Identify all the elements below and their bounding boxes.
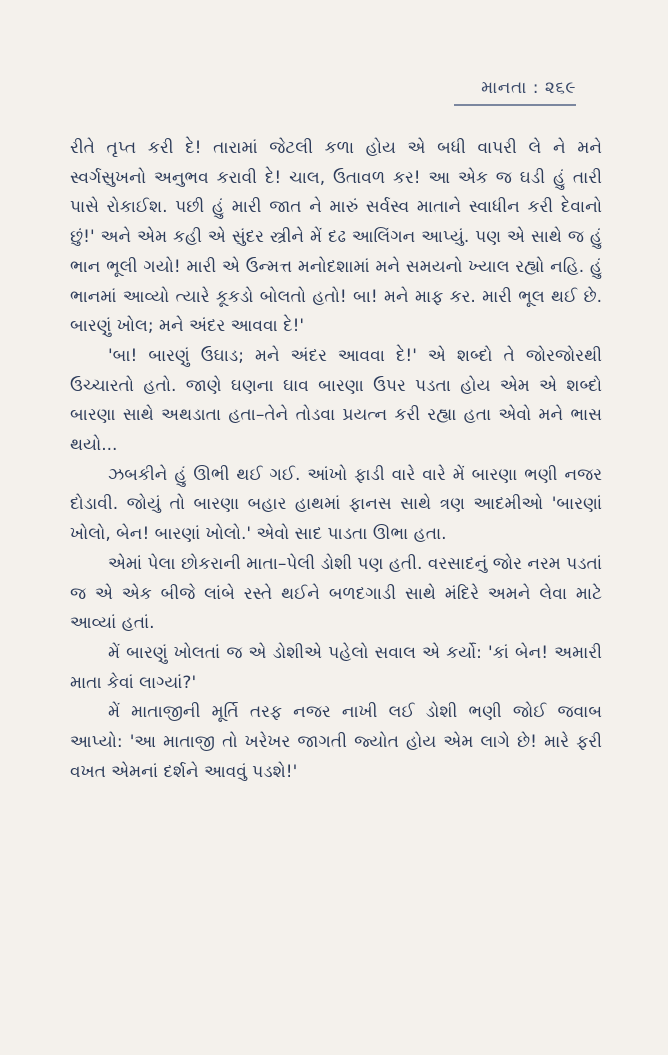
paragraph-6: મેં માતાજીની મૂર્તિ તરફ નજર નાખી લઈ ડોશી ભણી જોઈ જવાબ આપ્યો: 'આ માતાજી તો ખરેખર જાગતી જ્યોત હોય એમ લાગે છે! મારે ફરી વખત એમનાં દર્શને આવવું પડશે!'	[70, 702, 602, 782]
paragraph-1: રીતે તૃપ્ત કરી દે! તારામાં જેટલી કળા હોય એ બધી વાપરી લે ને મને સ્વર્ગસુખનો અનુભવ કરાવી દે! ચાલ, ઉતાવળ કર! આ એક જ ઘડી હું તારી પાસે રોકાઈશ. પછી હું મારી જાત ને મારું સર્વસ્વ માતાને સ્વાધીન કરી દેવાનો છું!' અને એમ કહી એ સુંદર સ્ત્રીને મેં દઢ આલિંગન આપ્યું. પણ એ સાથે જ હું ભાન ભૂલી ગયો! મારી એ ઉન્મત્ત મનોદશામાં મને સમયનો ખ્યાલ રહ્યો નહિ. હું ભાનમાં આવ્યો ત્યારે કૂકડો બોલતો હતો! બા! મને માફ કર. મારી ભૂલ થઈ છે. બારણું ખોલ; મને અંદર આવવા દે!'	[70, 138, 602, 337]
paragraph-4: એમાં પેલા છોકરાની માતા–પેલી ડોશી પણ હતી. વરસાદનું જોર નરમ પડતાં જ એ એક બીજે લાંબે રસ્તે થઈને બળદગાડી સાથે મંદિરે અમને લેવા માટે આવ્યાં હતાં.	[70, 553, 602, 634]
running-header: માનતા : ૨૬૯	[481, 78, 576, 98]
page-body	[70, 134, 602, 787]
paragraph-2: 'બા! બારણું ઉઘાડ; મને અંદર આવવા દે!' એ શબ્દો તે જોરજોરથી ઉચ્ચારતો હતો. જાણે ઘણના ઘાવ બારણા ઉપર પડતા હોય એમ એ શબ્દો બારણા સાથે અથડાતા હતા–તેને તોડવા પ્રયત્ન કરી રહ્યા હતા એવો મને ભાસ થયો...	[70, 345, 602, 456]
paragraph-5: મેં બારણું ખોલતાં જ એ ડોશીએ પહેલો સવાલ એ કર્યો: 'કાં બેન! અમારી માતા કેવાં લાગ્યાં?'	[70, 642, 602, 693]
paragraph-3: ઝબકીને હું ઊભી થઈ ગઈ. આંખો ફાડી વારે વારે મેં બારણા ભણી નજર દોડાવી. જોયું તો બારણા બહાર હાથમાં ફાનસ સાથે ત્રણ આદમીઓ 'બારણાં ખોલો, બેન! બારણાં ખોલો.' એવો સાદ પાડતા ઊભા હતા.	[70, 464, 602, 545]
header-underline	[454, 104, 576, 109]
